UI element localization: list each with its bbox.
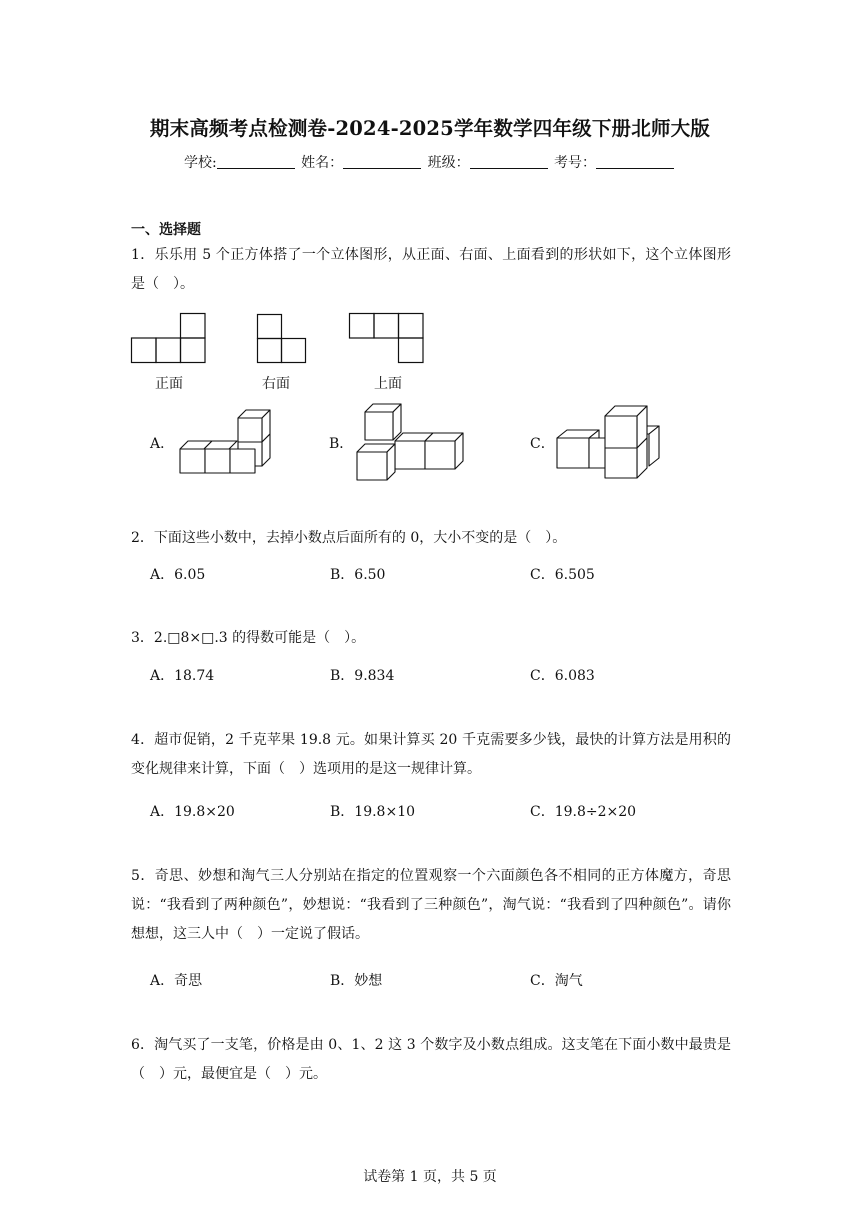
q3-option-a[interactable]: A．18.74 <box>150 668 215 684</box>
class-label: 班级： <box>427 155 470 171</box>
school-label: 学校: <box>183 155 217 171</box>
exam-no-label: 考号： <box>554 155 597 171</box>
q4-option-a[interactable]: A．19.8×20 <box>150 804 235 820</box>
q4-option-b[interactable]: B．19.8×10 <box>330 804 416 820</box>
exam-no-blank[interactable] <box>596 154 674 169</box>
q3-option-c[interactable]: C．6.083 <box>530 668 595 684</box>
q1-option-c-figure[interactable] <box>555 404 665 480</box>
front-view-label: 正面 <box>155 376 183 392</box>
top-view-figure <box>349 313 425 363</box>
right-view-figure <box>257 314 307 364</box>
q1-option-b-label[interactable]: B． <box>329 436 354 452</box>
q3-option-b[interactable]: B．9.834 <box>330 668 395 684</box>
section-heading: 一、选择题 <box>131 222 201 238</box>
q2-option-b[interactable]: B．6.50 <box>330 567 386 583</box>
front-view-figure <box>131 313 207 363</box>
top-view-label: 上面 <box>374 376 402 392</box>
class-blank[interactable] <box>470 154 548 169</box>
student-info-line <box>0 152 860 172</box>
q1-option-c-label[interactable]: C． <box>530 436 555 452</box>
page-title: 期末高频考点检测卷-2024-2025学年数学四年级下册北师大版 <box>149 117 711 140</box>
page-footer: 试卷第 1 页，共 5 页 <box>363 1169 497 1185</box>
q2-option-c[interactable]: C．6.505 <box>530 567 595 583</box>
question-4-text: 4．超市促销，2 千克苹果 19.8 元。如果计算买 20 千克需要多少钱，最快的计算方法是用积的变化规律来计算，下面（ ）选项用的是这一规律计算。 <box>131 732 731 777</box>
question-1-text: 1．乐乐用 5 个正方体搭了一个立体图形，从正面、右面、上面看到的形状如下，这个立体图形是（ ）。 <box>131 247 731 292</box>
school-blank[interactable] <box>217 154 295 169</box>
question-2-text: 2．下面这些小数中，去掉小数点后面所有的 0，大小不变的是（ ）。 <box>131 530 567 546</box>
q1-option-a-figure[interactable] <box>178 408 274 474</box>
q5-option-a[interactable]: A．奇思 <box>150 973 203 989</box>
right-view-label: 右面 <box>262 376 290 392</box>
question-6-text: 6．淘气买了一支笔，价格是由 0、1、2 这 3 个数字及小数点组成。这支笔在下面小数中最贵是（ ）元，最便宜是（ ）元。 <box>131 1037 731 1082</box>
q2-option-a[interactable]: A．6.05 <box>150 567 206 583</box>
q5-option-b[interactable]: B．妙想 <box>330 973 383 989</box>
q1-option-a-label[interactable]: A． <box>150 436 175 452</box>
q4-option-c[interactable]: C．19.8÷2×20 <box>530 804 637 820</box>
question-3-text: 3．2.□8×□.3 的得数可能是（ ）。 <box>131 630 366 646</box>
question-5-text: 5．奇思、妙想和淘气三人分别站在指定的位置观察一个六面颜色各不相同的正方体魔方，奇思说：“我看到了两种颜色”，妙想说：“我看到了三种颜色”，淘气说：“我看到了四种颜色”。请你想想，这三人中（ ）一定说了假话。 <box>131 868 731 942</box>
q5-option-c[interactable]: C．淘气 <box>530 973 583 989</box>
q1-option-b-figure[interactable] <box>355 402 470 482</box>
name-label: 姓名： <box>301 155 344 171</box>
name-blank[interactable] <box>343 154 421 169</box>
